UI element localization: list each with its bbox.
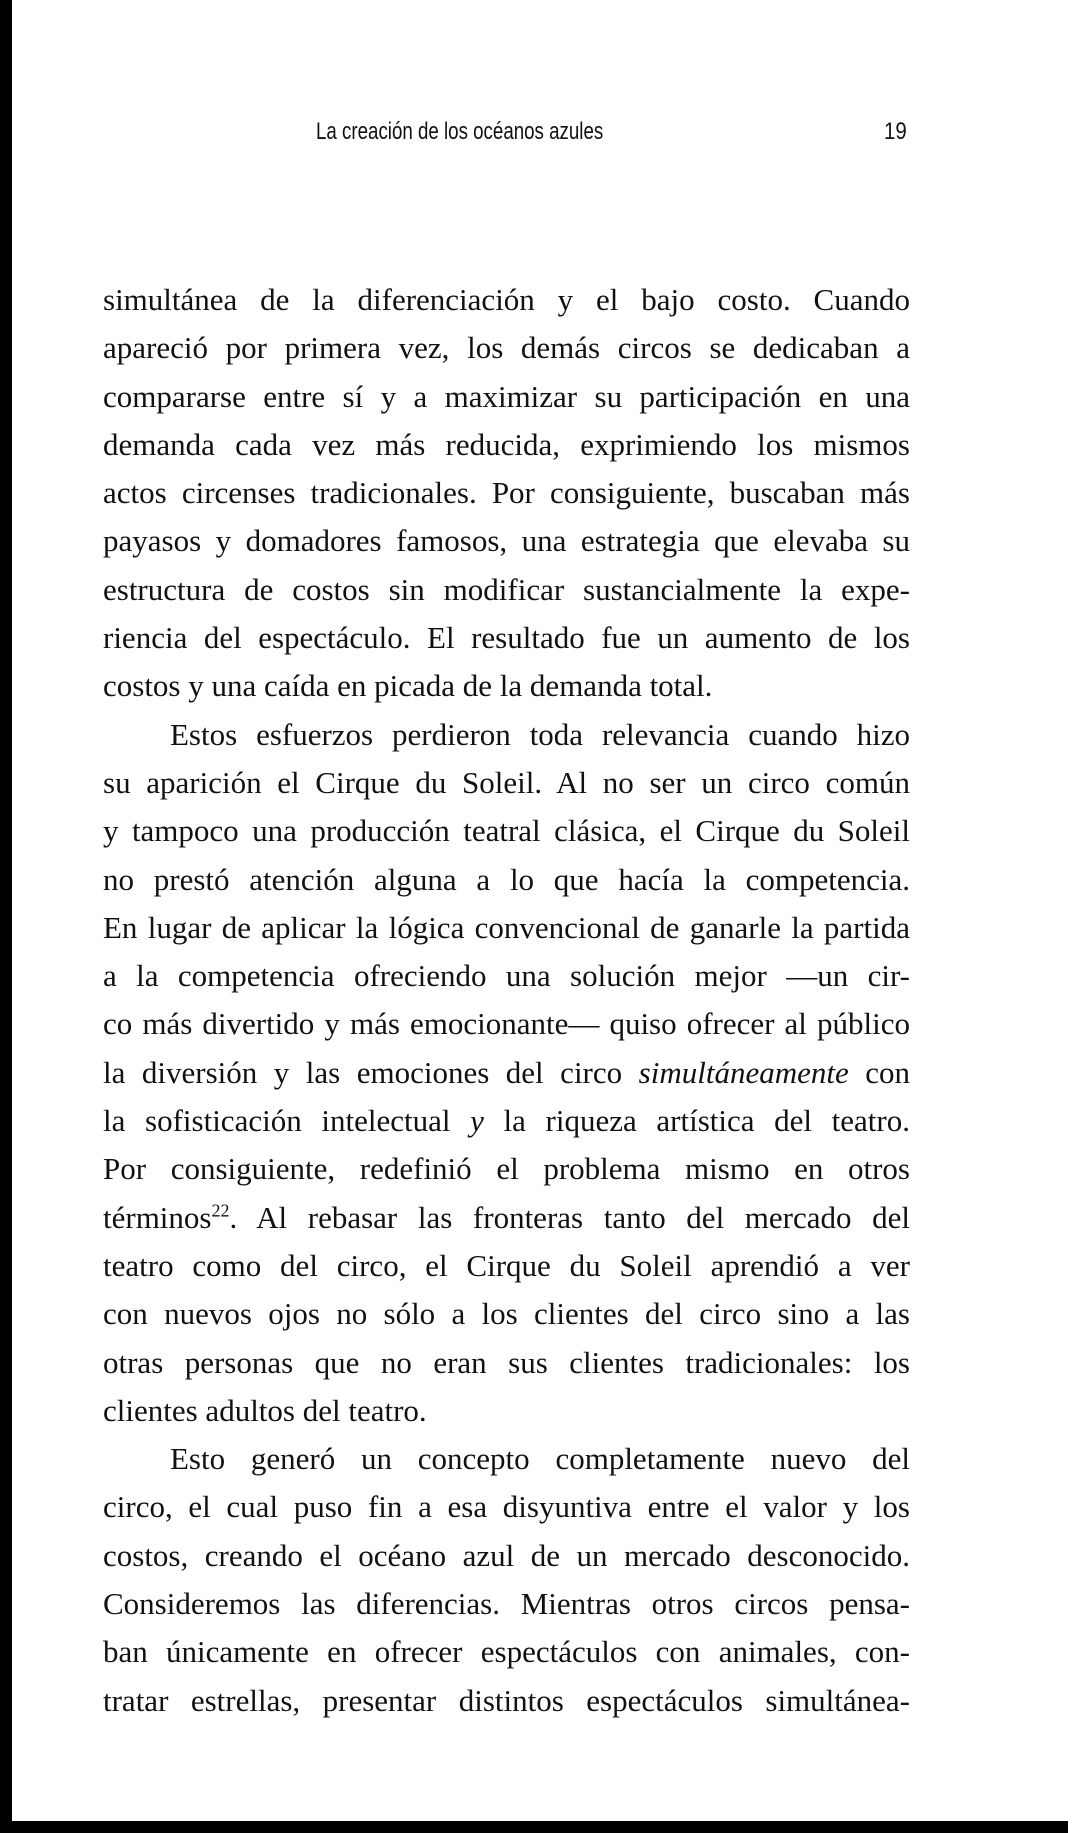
paragraph [103, 276, 910, 711]
page-number: 19 [884, 118, 907, 145]
text-line [103, 1145, 910, 1193]
text-segment: ban únicamente en ofrecer espectáculos con animales, con- [103, 1634, 910, 1670]
text-segment: circo, el cual puso fin a esa disyuntiva entre el valor y los [103, 1489, 910, 1525]
text-segment: costos y una caída en picada de la demanda total. [103, 668, 713, 704]
body-text [103, 276, 910, 1725]
text-line [103, 1194, 910, 1242]
text-segment: otras personas que no eran sus clientes tradicionales: los [103, 1344, 910, 1380]
text-line [103, 1290, 910, 1338]
text-segment: co más divertido y más emocionante— quiso ofrecer al público [103, 1006, 910, 1042]
text-segment: riencia del espectáculo. El resultado fue un aumento de los [103, 620, 910, 656]
text-segment: términos [103, 1199, 212, 1235]
text-segment: demanda cada vez más reducida, exprimiendo los mismos [103, 426, 910, 462]
text-segment: clientes adultos del teatro. [103, 1392, 427, 1428]
text-line [103, 856, 910, 904]
text-segment: Estos esfuerzos perdieron toda relevancia cuando hizo [170, 716, 910, 752]
italic-text: simultáneamente [638, 1054, 849, 1090]
text-line [103, 1532, 910, 1580]
scan-left-edge [0, 0, 12, 1833]
text-segment: simultánea de la diferenciación y el bajo costo. Cuando [103, 282, 910, 317]
text-segment: su aparición el Cirque du Soleil. Al no ser un circo común [103, 764, 910, 800]
paragraph [103, 711, 910, 1435]
text-line [103, 614, 910, 662]
text-segment: apareció por primera vez, los demás circos se dedicaban a [103, 330, 910, 366]
text-line [103, 1483, 910, 1531]
text-line [103, 469, 910, 517]
text-segment: con nuevos ojos no sólo a los clientes del circo sino a las [103, 1296, 910, 1332]
text-segment: a la competencia ofreciendo una solución mejor —un cir- [103, 958, 910, 994]
footnote-reference: 22 [211, 1200, 230, 1221]
text-segment: estructura de costos sin modificar sustancialmente la expe- [103, 571, 910, 607]
running-header-title: La creación de los océanos azules [316, 118, 604, 145]
text-line [103, 1000, 910, 1048]
text-line [103, 1628, 910, 1676]
paragraph [103, 1435, 910, 1725]
text-line [103, 566, 910, 614]
text-segment: Por consiguiente, redefinió el problema mismo en otros [103, 1151, 910, 1187]
text-segment: la sofisticación intelectual [103, 1103, 471, 1139]
text-line [103, 904, 910, 952]
text-line [103, 517, 910, 565]
text-segment: . Al rebasar las fronteras tanto del mercado del [229, 1199, 910, 1235]
text-segment: costos, creando el océano azul de un mercado desconocido. [103, 1537, 910, 1573]
text-segment: En lugar de aplicar la lógica convencional de ganarle la partida [103, 909, 910, 945]
text-line [103, 373, 910, 421]
text-line [103, 1580, 910, 1628]
text-line [103, 952, 910, 1000]
text-line [103, 1242, 910, 1290]
text-line [103, 421, 910, 469]
text-line [103, 711, 910, 759]
text-line [103, 1677, 910, 1725]
text-line [103, 324, 910, 372]
text-line [103, 1435, 910, 1483]
text-line [103, 662, 910, 710]
text-segment: Esto generó un concepto completamente nuevo del [170, 1441, 910, 1477]
text-segment: teatro como del circo, el Cirque du Soleil aprendió a ver [103, 1247, 910, 1283]
text-line [103, 1097, 910, 1145]
text-segment: Consideremos las diferencias. Mientras otros circos pensa- [103, 1586, 910, 1622]
text-segment: la diversión y las emociones del circo [103, 1054, 639, 1090]
text-line [103, 759, 910, 807]
text-line [103, 276, 910, 324]
text-segment: compararse entre sí y a maximizar su participación en una [103, 378, 910, 414]
text-line [103, 807, 910, 855]
text-segment: tratar estrellas, presentar distintos espectáculos simultánea- [103, 1682, 910, 1718]
scan-bottom-edge [0, 1821, 1068, 1833]
text-segment: la riqueza artística del teatro. [483, 1103, 910, 1139]
text-line [103, 1387, 910, 1435]
text-segment: actos circenses tradicionales. Por consiguiente, buscaban más [103, 475, 910, 511]
text-segment: con [848, 1054, 911, 1090]
text-segment: payasos y domadores famosos, una estrategia que elevaba su [103, 523, 910, 559]
text-segment: y tampoco una producción teatral clásica, el Cirque du Soleil [103, 813, 910, 849]
italic-text: y [470, 1103, 484, 1139]
text-line [103, 1049, 910, 1097]
text-line [103, 1339, 910, 1387]
text-segment: no prestó atención alguna a lo que hacía la competencia. [103, 861, 910, 897]
